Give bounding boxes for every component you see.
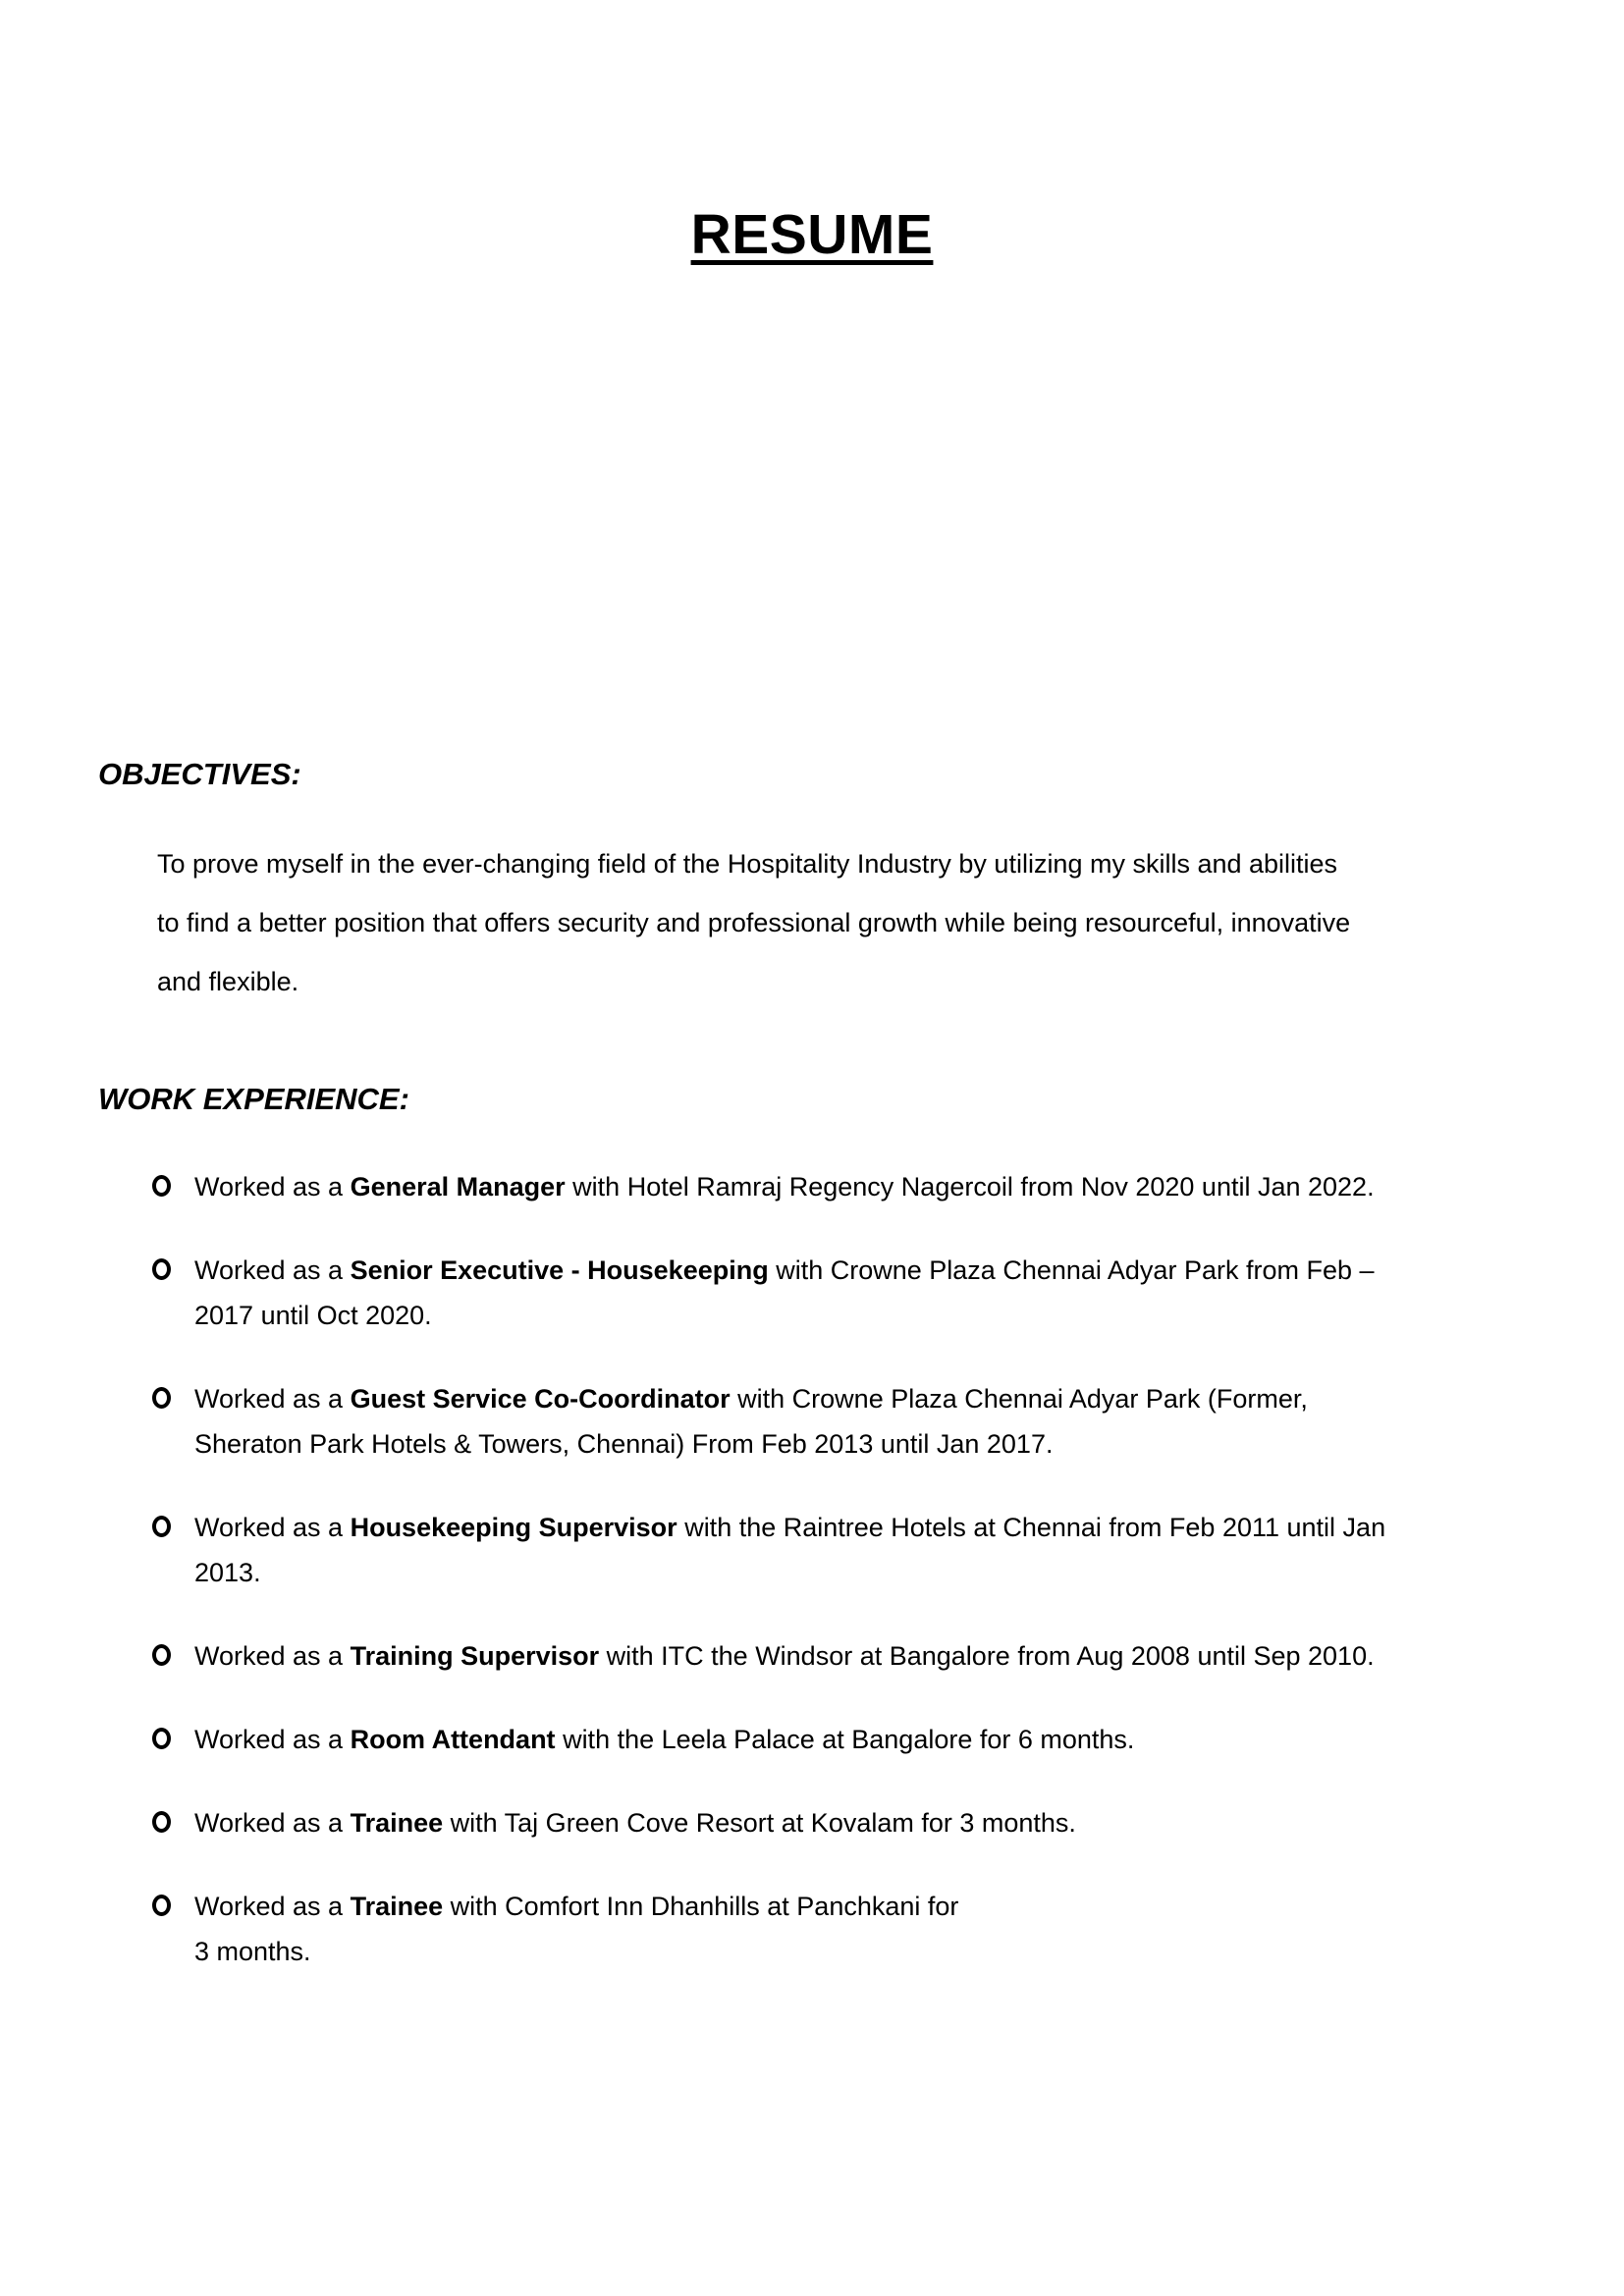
experience-prefix: Worked as a bbox=[194, 1641, 351, 1671]
experience-role: Trainee bbox=[350, 1808, 444, 1838]
experience-item bbox=[194, 1164, 1624, 1209]
experience-rest: with Hotel Ramraj Regency Nagercoil from Nov 2020 until Jan 2022. bbox=[565, 1172, 1375, 1201]
experience-item bbox=[194, 1505, 1624, 1595]
experience-item bbox=[194, 1376, 1624, 1467]
experience-role: Guest Service Co-Coordinator bbox=[350, 1384, 731, 1414]
circle-bullet-icon bbox=[152, 1644, 171, 1666]
experience-role: General Manager bbox=[350, 1172, 566, 1201]
circle-bullet-icon bbox=[152, 1516, 171, 1537]
experience-prefix: Worked as a bbox=[194, 1384, 351, 1414]
experience-line bbox=[194, 1248, 1624, 1293]
experience-role: Trainee bbox=[350, 1892, 444, 1921]
work-experience-heading: WORK EXPERIENCE: bbox=[98, 1082, 409, 1116]
experience-rest: with the Leela Palace at Bangalore for 6 months. bbox=[555, 1725, 1135, 1754]
circle-bullet-icon bbox=[152, 1175, 171, 1197]
experience-rest: with Crowne Plaza Chennai Adyar Park from Feb – bbox=[768, 1255, 1375, 1285]
experience-prefix: Worked as a bbox=[194, 1172, 351, 1201]
circle-bullet-icon bbox=[152, 1895, 171, 1916]
experience-role: Senior Executive - Housekeeping bbox=[350, 1255, 769, 1285]
experience-line bbox=[194, 1884, 1624, 1929]
page-title bbox=[0, 202, 1624, 267]
page-title-text: RESUME bbox=[690, 203, 934, 266]
experience-item bbox=[194, 1717, 1624, 1762]
experience-prefix: Worked as a bbox=[194, 1513, 351, 1542]
experience-line bbox=[194, 1800, 1624, 1845]
experience-prefix: Worked as a bbox=[194, 1892, 351, 1921]
circle-bullet-icon bbox=[152, 1258, 171, 1280]
experience-list bbox=[194, 1164, 1624, 1974]
experience-role: Training Supervisor bbox=[350, 1641, 600, 1671]
experience-rest: with the Raintree Hotels at Chennai from Feb 2011 until Jan bbox=[677, 1513, 1386, 1542]
circle-bullet-icon bbox=[152, 1387, 171, 1409]
experience-prefix: Worked as a bbox=[194, 1725, 351, 1754]
experience-line bbox=[194, 1633, 1624, 1679]
experience-line bbox=[194, 1717, 1624, 1762]
experience-line-2: 2017 until Oct 2020. bbox=[194, 1301, 432, 1330]
experience-prefix: Worked as a bbox=[194, 1808, 351, 1838]
experience-line bbox=[194, 1505, 1624, 1550]
experience-rest: with Taj Green Cove Resort at Kovalam for 3 months. bbox=[443, 1808, 1076, 1838]
experience-rest: with ITC the Windsor at Bangalore from Aug 2008 until Sep 2010. bbox=[599, 1641, 1375, 1671]
objectives-paragraph bbox=[157, 834, 1624, 1011]
experience-line-2: 3 months. bbox=[194, 1937, 311, 1966]
experience-prefix: Worked as a bbox=[194, 1255, 351, 1285]
experience-item bbox=[194, 1248, 1624, 1338]
experience-item bbox=[194, 1800, 1624, 1845]
experience-rest: with Comfort Inn Dhanhills at Panchkani for bbox=[443, 1892, 959, 1921]
experience-item bbox=[194, 1633, 1624, 1679]
experience-line-2: 2013. bbox=[194, 1558, 261, 1587]
experience-role: Housekeeping Supervisor bbox=[350, 1513, 677, 1542]
experience-line bbox=[194, 1164, 1624, 1209]
experience-line-2: Sheraton Park Hotels & Towers, Chennai) From Feb 2013 until Jan 2017. bbox=[194, 1429, 1054, 1459]
objective-line: to find a better position that offers security and professional growth while being resourceful, innovative bbox=[157, 908, 1351, 937]
experience-line bbox=[194, 1376, 1624, 1421]
experience-rest: with Crowne Plaza Chennai Adyar Park (Former, bbox=[730, 1384, 1308, 1414]
objective-line: and flexible. bbox=[157, 967, 299, 996]
circle-bullet-icon bbox=[152, 1811, 171, 1833]
objective-line: To prove myself in the ever-changing field of the Hospitality Industry by utilizing my skills and abilities bbox=[157, 849, 1338, 879]
experience-item bbox=[194, 1884, 1624, 1974]
experience-role: Room Attendant bbox=[350, 1725, 556, 1754]
objectives-heading: OBJECTIVES: bbox=[98, 757, 301, 791]
circle-bullet-icon bbox=[152, 1728, 171, 1749]
